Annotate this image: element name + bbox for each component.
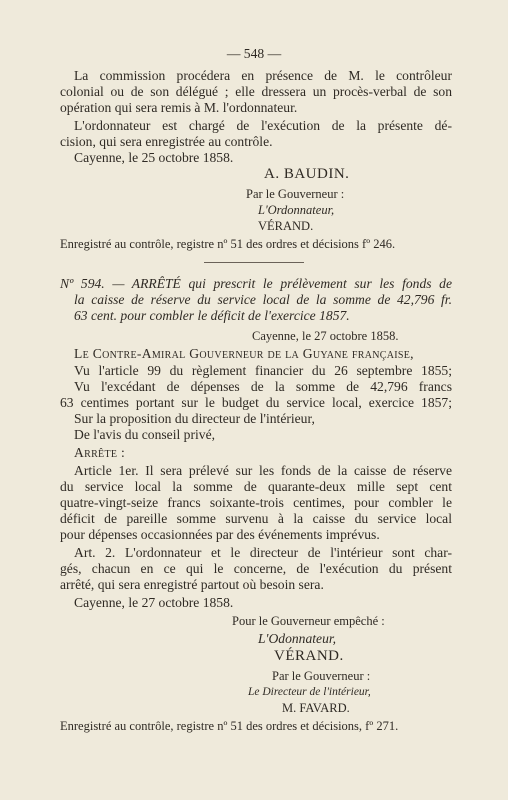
date-line: Cayenne, le 27 octobre 1858. [252,329,399,343]
text-line: Vu l'article 99 du règlement financier du 26 septembre 1855; [74,363,452,378]
article-line: du service local la somme de quarante-deux mille sept cent [60,479,452,494]
attribution-line: Par le Gouverneur : [246,187,345,201]
decree-heading: Nº 594. — ARRÊTÉ qui prescrit le prélèvement sur les fonds de [60,276,452,291]
signature: VÉRAND. [258,219,314,233]
date-line: Cayenne, le 27 octobre 1858. [74,595,234,610]
article-line: déficit de pareille somme survenu à la caisse du service local [60,511,452,526]
text-line: De l'avis du conseil privé, [74,427,215,442]
text-line: opération qui sera remis à M. l'ordonnateur. [60,100,298,115]
date-line: Cayenne, le 25 octobre 1858. [74,150,234,165]
article-line: Art. 2. L'ordonnateur et le directeur de l'intérieur sont char- [74,545,452,560]
text-line: 63 centimes portant sur le budget du service local, exercice 1857; [60,395,452,410]
role-line: L'Ordonnateur, [258,203,335,217]
article-line: quatre-vingt-seize francs soixante-trois centimes, pour combler le [60,495,452,510]
text-line: cision, qui sera enregistrée au contrôle. [60,134,273,149]
registration-line: Enregistré au contrôle, registre nº 51 des ordres et décisions, fº 271. [60,719,399,733]
article-line: gés, chacun en ce qui le concerne, de l'exécution du présent [60,561,452,576]
text-line: La commission procédera en présence de M. le contrôleur [74,68,452,83]
decree-heading: 63 cent. pour combler le déficit de l'exercice 1857. [74,308,350,323]
article-line: arrêté, qui sera enregistré partout où besoin sera. [60,577,324,592]
registration-line: Enregistré au contrôle, registre nº 51 des ordres et décisions fº 246. [60,237,396,251]
decree-heading: la caisse de réserve du service local de la somme de 42,796 fr. [74,292,452,307]
signature: A. BAUDIN. [264,166,350,182]
attribution-line: Pour le Gouverneur empêché : [232,614,385,628]
text-line: colonial ou de son délégué ; elle dressera un procès-verbal de son [60,84,452,99]
signature: VÉRAND. [274,648,344,664]
article-line: pour dépenses occasionnées par des événements imprévus. [60,527,380,542]
text-line: Vu l'excédant de dépenses de la somme de 42,796 francs [74,379,452,394]
separator-rule [204,262,304,263]
attribution-line: Par le Gouverneur : [272,669,371,683]
role-line: Le Directeur de l'intérieur, [248,686,371,698]
article-line: Article 1er. Il sera prélevé sur les fonds de la caisse de réserve [74,463,452,478]
signature: M. FAVARD. [282,701,350,715]
page-number: — 548 — [226,46,282,61]
preamble-line: Le Contre-Amiral Gouverneur de la Guyane française, [74,346,414,361]
role-line: L'Odonnateur, [258,631,337,646]
text-line: Sur la proposition du directeur de l'intérieur, [74,411,315,426]
text-line: L'ordonnateur est chargé de l'exécution de la présente dé- [74,118,452,133]
arrete-heading: Arrête : [74,445,126,460]
